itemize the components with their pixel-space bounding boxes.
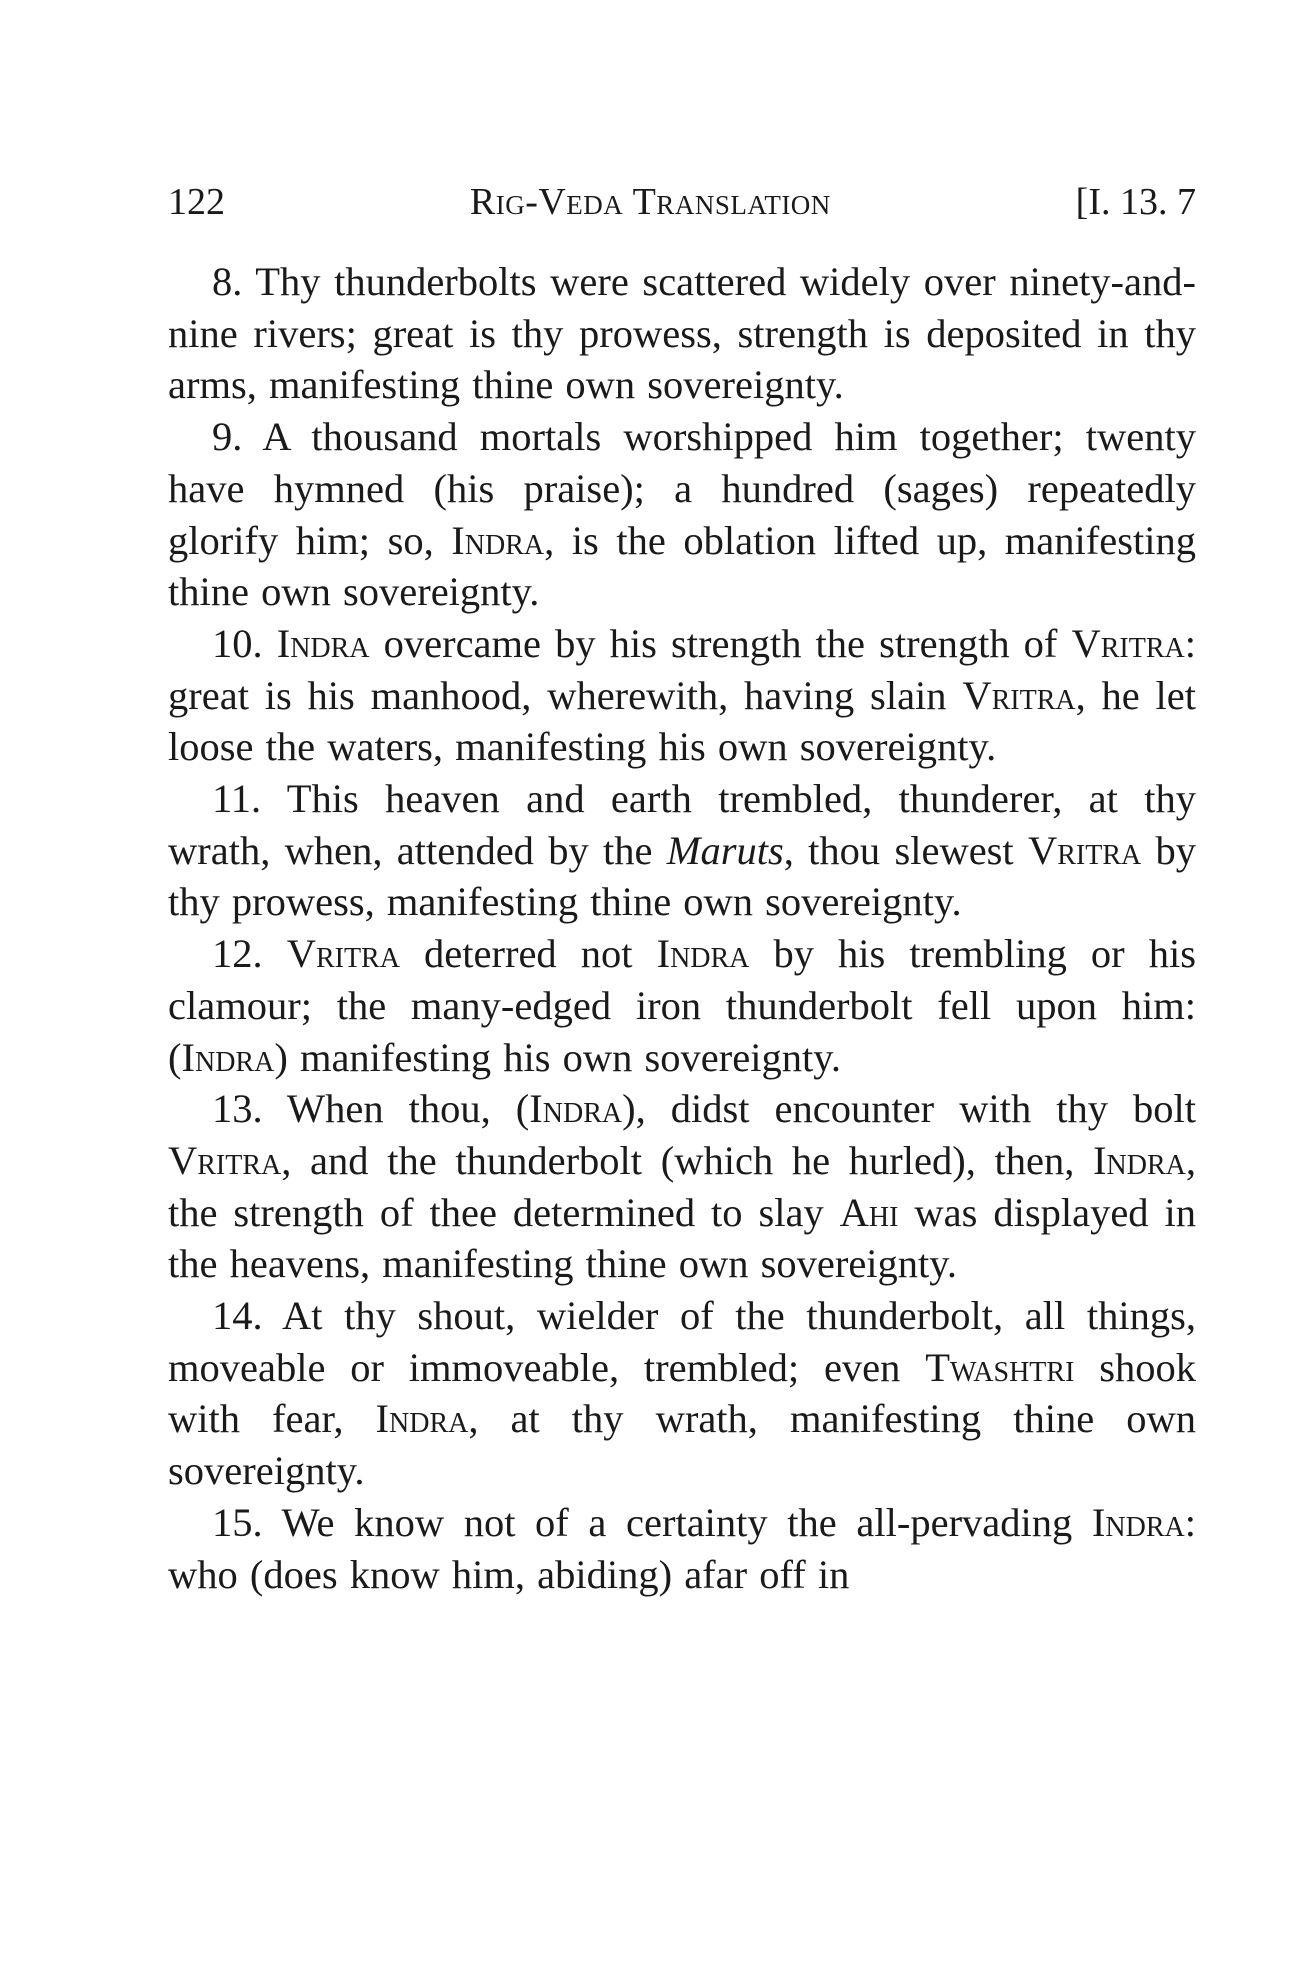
page-header <box>168 172 1196 232</box>
proper-name: Indra <box>656 931 750 977</box>
verse-text: , he let loose the waters, manifesting his own sovereignty. <box>168 672 1196 770</box>
proper-name: Indra <box>451 517 545 563</box>
verse-paragraph <box>168 256 1196 411</box>
verse-text: 14. At thy shout, wielder of the thunderbolt, all things, moveable or immoveable, trembled; even <box>168 1293 1196 1390</box>
book-page <box>168 172 1196 1600</box>
proper-name: Twashtri <box>925 1344 1075 1390</box>
verse-text: , and the thunderbolt (which he hurled), then, <box>281 1137 1094 1183</box>
verse-text: 13. When thou, ( <box>212 1086 530 1132</box>
verse-paragraph <box>168 1083 1196 1290</box>
page-number: 122 <box>168 181 225 223</box>
proper-name: Vritra <box>286 931 400 977</box>
proper-name: Indra <box>1093 1137 1186 1183</box>
verse-text: shook with fear, <box>168 1344 1196 1442</box>
verse-text: , is the oblation lifted up, manifesting thine own sovereignty. <box>168 517 1197 615</box>
proper-name: Indra <box>1091 1499 1185 1545</box>
running-title: Rig-Veda Translation <box>469 181 831 223</box>
italic-term: Maruts <box>666 827 784 873</box>
proper-name: Vritra <box>962 672 1076 718</box>
verse-text: , thou slewest <box>783 827 1028 873</box>
proper-name: Indra <box>375 1396 469 1442</box>
proper-name: Indra <box>529 1086 623 1132</box>
verse-paragraph <box>168 1290 1196 1497</box>
proper-name: Vritra <box>168 1137 282 1183</box>
section-reference: [I. 13. 7 <box>1075 181 1196 223</box>
verse-paragraph <box>168 411 1196 618</box>
verse-text: 11. This heaven and earth trembled, thunderer, at thy wrath, when, attended by the <box>168 776 1196 873</box>
verse-paragraph <box>168 928 1196 1083</box>
verse-list <box>168 256 1196 1600</box>
verse-text: , the strength of thee determined to slay <box>168 1137 1196 1235</box>
verse-text: 15. We know not of a certainty the all-pervading <box>212 1499 1092 1545</box>
verse-text: was displayed in the heavens, manifesting thine own sovereignty. <box>168 1189 1196 1287</box>
verse-paragraph <box>168 773 1196 928</box>
verse-paragraph <box>168 1497 1196 1600</box>
verse-text: ) manifesting his own sovereignty. <box>274 1034 841 1080</box>
proper-name: Indra <box>181 1034 275 1080</box>
verse-text: deterred not <box>399 931 657 977</box>
proper-name: Indra <box>276 620 370 666</box>
verse-paragraph <box>168 618 1196 773</box>
verse-text: : who (does know him, abiding) afar off in <box>168 1499 1196 1597</box>
verse-text: : great is his manhood, wherewith, having slain <box>168 620 1196 718</box>
verse-text: ), didst encounter with thy bolt <box>622 1086 1196 1132</box>
verse-text: by thy prowess, manifesting thine own sovereignty. <box>168 827 1196 925</box>
verse-text: 12. <box>212 931 287 977</box>
verse-text: , at thy wrath, manifesting thine own sovereignty. <box>168 1396 1196 1494</box>
verse-text: by his trembling or his clamour; the many-edged iron thunderbolt fell upon him: ( <box>168 931 1196 1080</box>
verse-text: 10. <box>212 620 277 666</box>
verse-text: 8. Thy thunderbolts were scattered widely over ninety-and-nine rivers; great is thy prowess, strength is deposited in thy arms, manifesting thine own sovereignty. <box>168 259 1196 408</box>
proper-name: Vritra <box>1027 827 1142 873</box>
proper-name: Vritra <box>1071 620 1185 666</box>
verse-text: overcame by his strength the strength of <box>369 620 1072 666</box>
proper-name: Ahi <box>839 1189 899 1235</box>
verse-text: 9. A thousand mortals worshipped him together; twenty have hymned (his praise); a hundred (sages) repeatedly glorify him; so, <box>168 414 1196 563</box>
